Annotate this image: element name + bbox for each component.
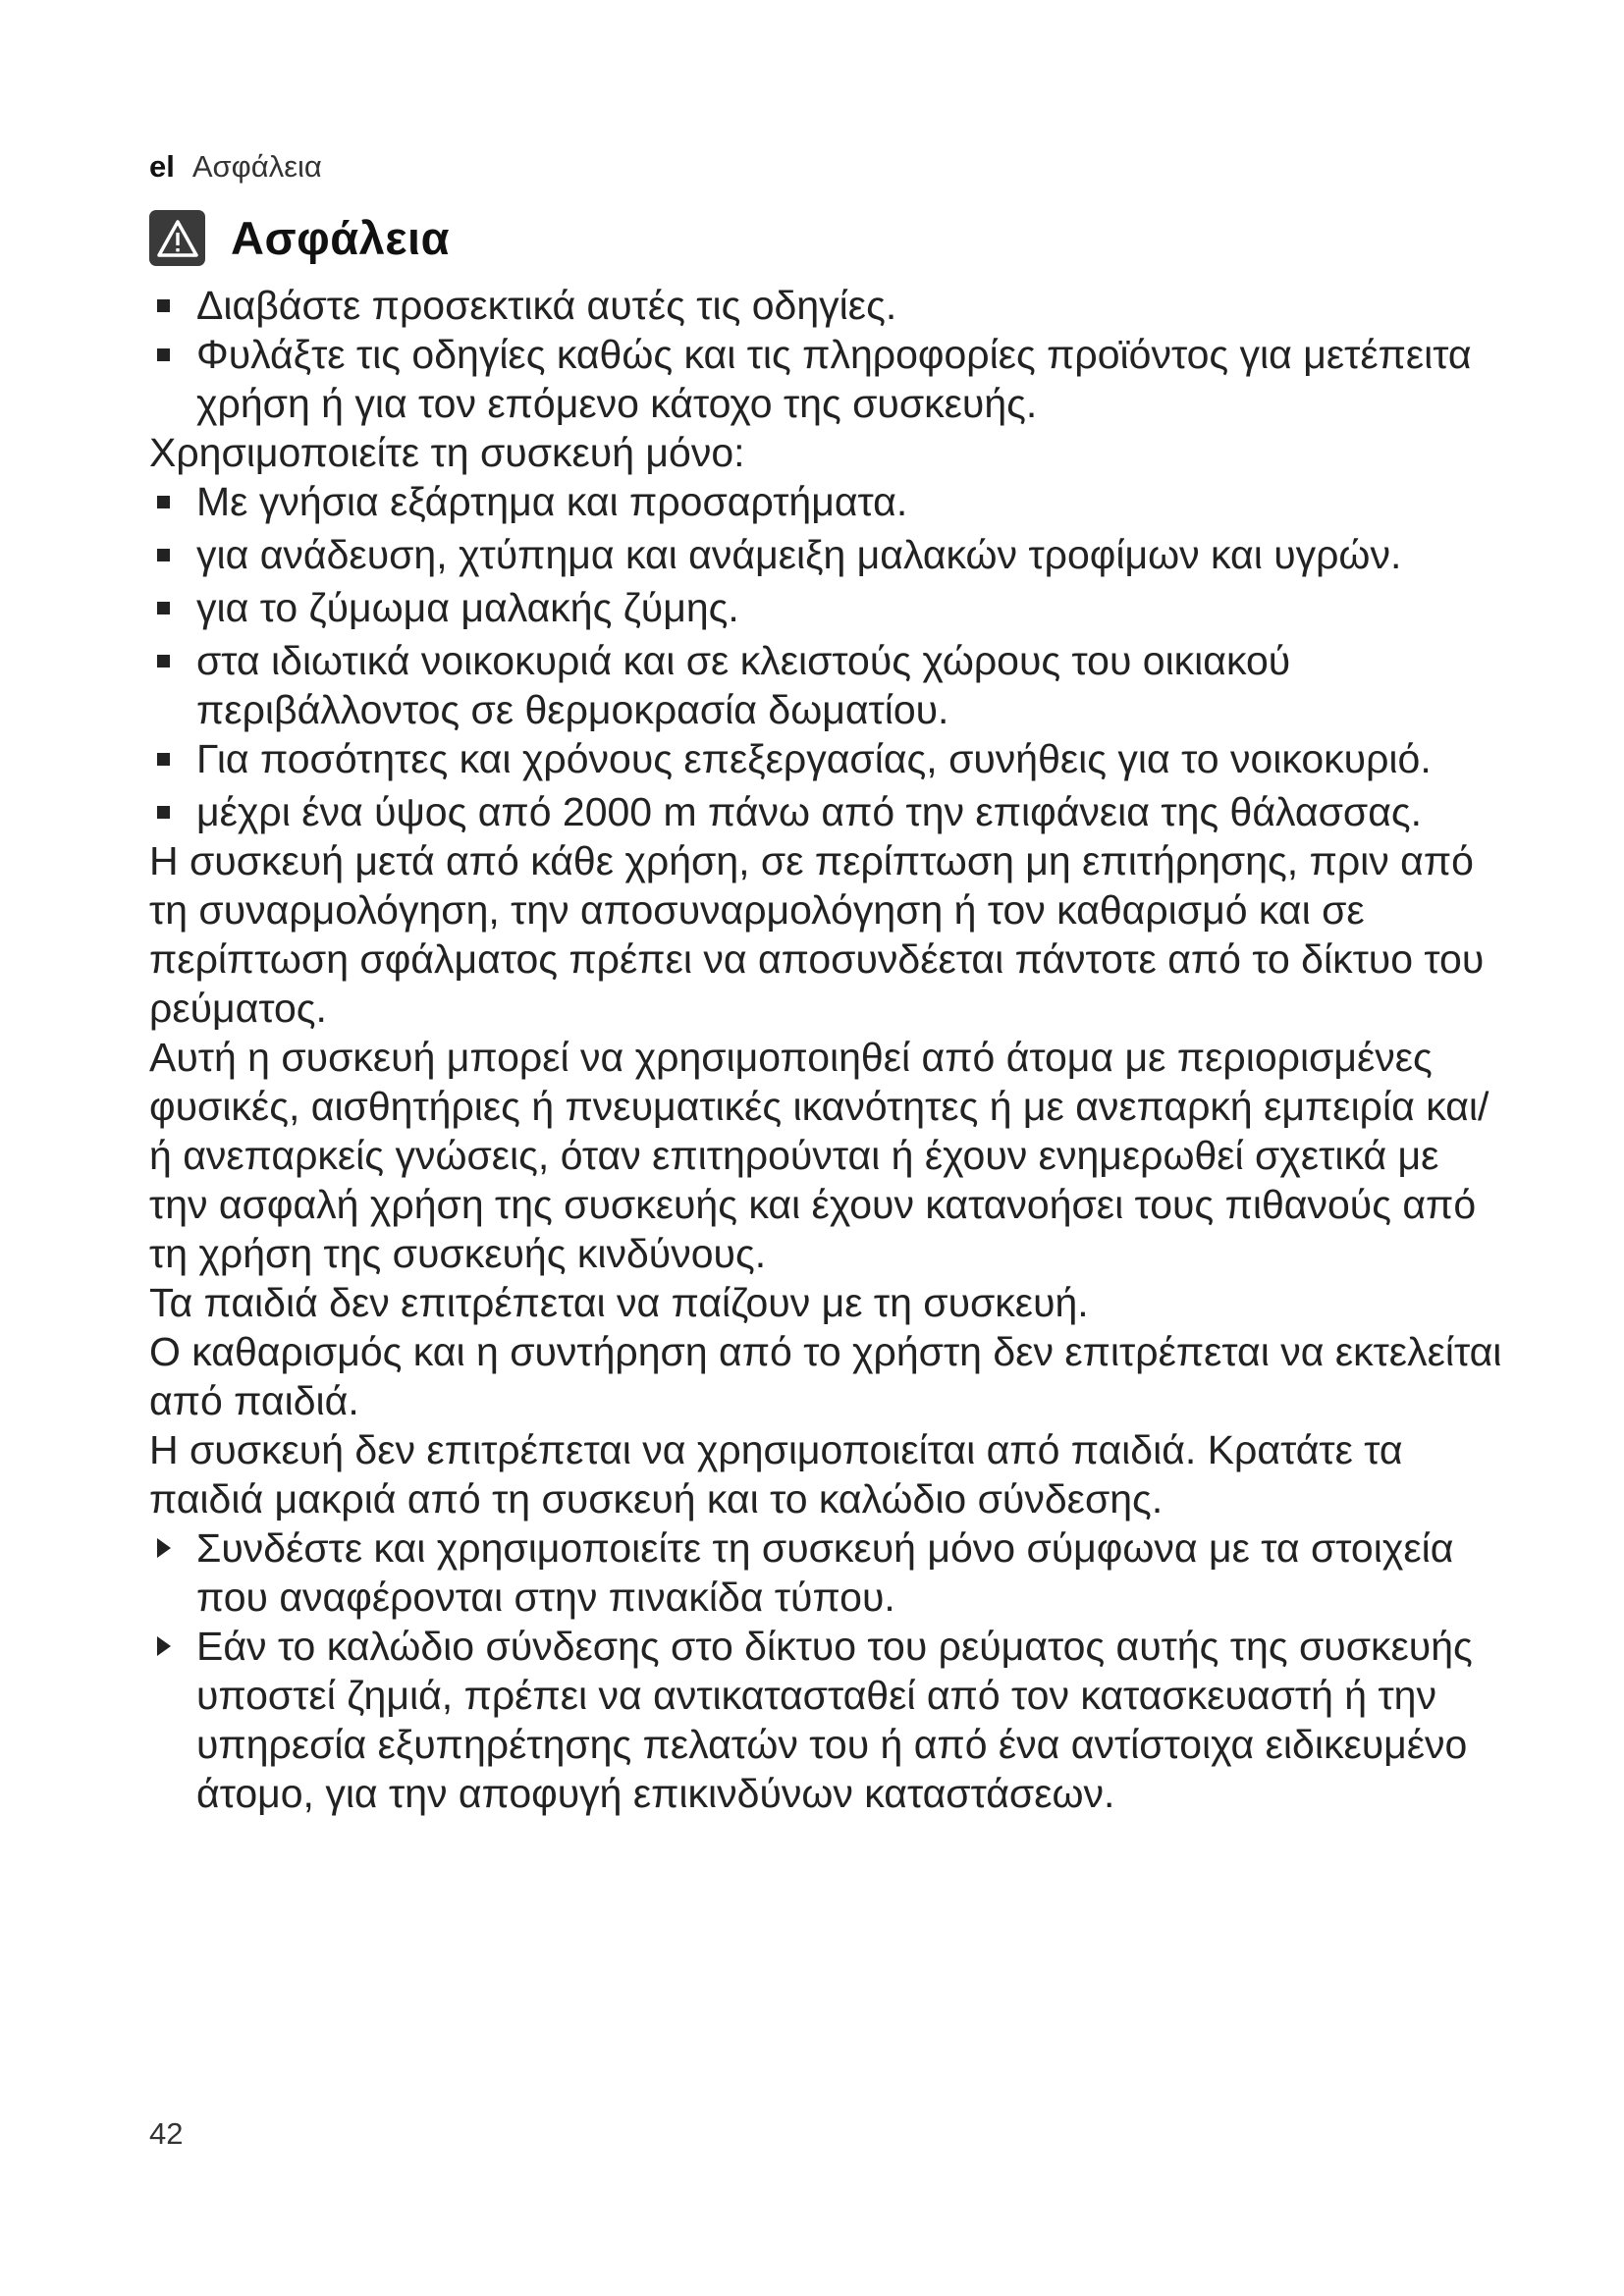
list-item: Με γνήσια εξάρτημα και προσαρτήματα. [149, 477, 1504, 526]
section-title: Ασφάλεια [231, 212, 451, 264]
square-bullet-icon [157, 496, 170, 508]
use-only-heading: Χρησιμοποιείτε τη συσκευή μόνο: [149, 430, 745, 475]
section-title-row [149, 210, 450, 266]
action-item: Συνδέστε και χρησιμοποιείτε τη συσκευή μόνο σύμφωνα με τα στοιχεία που αναφέρονται στην πινακίδα τύπου. [149, 1523, 1504, 1622]
square-bullet-icon [157, 299, 170, 312]
square-bullet-icon [157, 753, 170, 766]
paragraph: Η συσκευή δεν επιτρέπεται να χρησιμοποιείται από παιδιά. Κρατάτε τα παιδιά μακριά από τη συσκευή και το καλώδιο σύνδεσης. [149, 1427, 1403, 1522]
paragraph: Ο καθαρισμός και η συντήρηση από το χρήστη δεν επιτρέπεται να εκτελείται από παιδιά. [149, 1329, 1502, 1423]
list-item: Διαβάστε προσεκτικά αυτές τις οδηγίες. [149, 281, 1504, 330]
list-item: μέχρι ένα ύψος από 2000 m πάνω από την επιφάνεια της θάλασσας. [149, 787, 1504, 836]
paragraph: Η συσκευή μετά από κάθε χρήση, σε περίπτωση μη επιτήρησης, πριν από τη συναρμολόγηση, την αποσυναρμολόγηση ή τον καθαρισμό και σε περίπτωση σφάλματος πρέπει να αποσυνδέεται πάντοτε από το δίκτυο του ρεύματος. [149, 838, 1485, 1031]
square-bullet-icon [157, 655, 170, 667]
section-name: Ασφάλεια [191, 149, 322, 184]
square-bullet-icon [157, 806, 170, 819]
safety-content [149, 281, 1504, 1818]
action-item: Εάν το καλώδιο σύνδεσης στο δίκτυο του ρεύματος αυτής της συσκευής υποστεί ζημιά, πρέπει να αντικατασταθεί από τον κατασκευαστή ή την υπηρεσία εξυπηρέτησης πελατών του ή από ένα αντίστοιχα ειδικευμένο άτομο, για την αποφυγή επικινδύνων καταστάσεων. [149, 1622, 1504, 1818]
triangle-arrow-icon [157, 1636, 171, 1656]
warning-triangle-icon [149, 210, 205, 266]
language-code: el [149, 149, 175, 184]
running-header [149, 149, 322, 185]
list-item: στα ιδιωτικά νοικοκυριά και σε κλειστούς χώρους του οικιακού περιβάλλοντος σε θερμοκρασία δωματίου. [149, 636, 1504, 734]
triangle-arrow-icon [157, 1538, 171, 1558]
square-bullet-icon [157, 602, 170, 614]
square-bullet-icon [157, 549, 170, 561]
paragraph: Αυτή η συσκευή μπορεί να χρησιμοποιηθεί από άτομα με περιορισμένες φυσικές, αισθητήριες ή πνευματικές ικανότητες ή με ανεπαρκή εμπειρία και/ή ανεπαρκείς γνώσεις, όταν επιτηρούνται ή έχουν ενημερωθεί σχετικά με την ασφαλή χρήση της συσκευής και έχουν κατανοήσει τους πιθανούς από τη χρήση της συσκευής κινδύνους. [149, 1035, 1489, 1276]
list-item: για το ζύμωμα μαλακής ζύμης. [149, 583, 1504, 632]
square-bullet-icon [157, 348, 170, 361]
page-number: 42 [149, 2116, 184, 2151]
list-item: Φυλάξτε τις οδηγίες καθώς και τις πληροφορίες προϊόντος για μετέπειτα χρήση ή για τον επόμενο κάτοχο της συσκευής. [149, 330, 1504, 428]
paragraph: Τα παιδιά δεν επιτρέπεται να παίζουν με τη συσκευή. [149, 1280, 1089, 1325]
list-item: Για ποσότητες και χρόνους επεξεργασίας, συνήθεις για το νοικοκυριό. [149, 734, 1504, 783]
list-item: για ανάδευση, χτύπημα και ανάμειξη μαλακών τροφίμων και υγρών. [149, 530, 1504, 579]
